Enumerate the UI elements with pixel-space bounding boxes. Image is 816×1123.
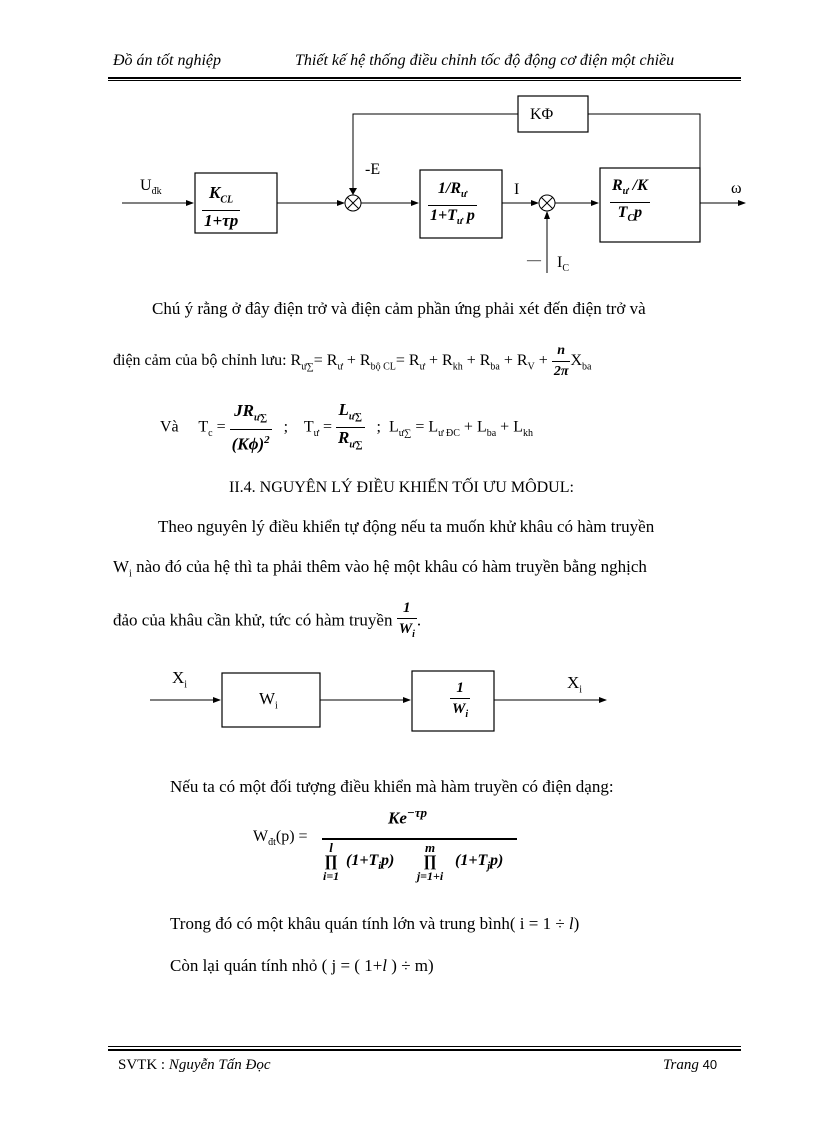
header-left: Đồ án tốt nghiệp [113,52,221,69]
para2-line1: Theo nguyên lý điều khiển tự động nếu ta muốn khử khâu có hàm truyền [158,517,655,536]
minus-e-label: -E [365,161,381,178]
block3-tf: $\frac{R_ư /K}{T_Cp}$ [612,177,648,225]
feedback-label: KΦ [530,106,554,123]
para5: Còn lại quán tính nhỏ ( j = ( 1+l ) ÷ m) [170,956,434,975]
diagram2-output-label: $X_i$ [567,673,583,696]
para2-line2: $W_i$ nào đó của hệ thì ta phải thêm vào hệ một khâu có hàm truyền bằng nghịch [113,557,647,580]
block1-tf: $\frac{K_{CL}}{1+\tau p}$ [204,183,239,231]
time-constant-equations: Và $T_c$ = $\frac{JR_{ư\sum}}{(K\phi)^2}$ ; $T_ư$ = $\frac{L_{ư\sum}}{R_{ư\sum}}$ ; $L_{ư\sum} = L_{ư ĐC} + L_{ba} + L_{kh}$ [160,400,533,454]
block-wi-label: $W_i$ [259,689,278,712]
para1-line2: điện cảm của bộ chỉnh lưu: $R_{ư\sum}= R_ư + R_{bộ CL}= R_ư + R_{kh} + R_{ba} + R_V$ + $\frac{n}{2\pi}$ $X_{ba}$ [113,343,592,379]
section-title: II.4. NGUYÊN LÝ ĐIỀU KHIỂN TỐI ƯU MÔDUL: [229,479,574,496]
block-inverse-tf: $\frac{1}{W_i}$ [452,680,469,720]
header-rule-top [108,77,741,79]
output-label: ω [731,180,742,197]
eq3-product2: m ∏ j=1+i [416,840,444,883]
diagram2-input-label: $X_i$ [172,668,188,691]
eq3-term2: $(1+T_jp)$ [455,852,504,873]
footer-rule-top [108,1046,741,1047]
footer-author: SVTK : Nguyễn Tấn Đọc [118,1057,271,1073]
header-right: Thiết kế hệ thống điều chỉnh tốc độ động cơ điện một chiều [295,52,675,69]
eq3-product1: l ∏ i=1 [323,840,340,883]
disturbance-sign: — [527,253,541,268]
eq3-lhs: $W_{đt}(p)$ = [253,828,308,849]
para3: Nếu ta có một đối tượng điều khiển mà hàm truyền có điện dạng: [170,777,614,796]
eq3-numerator: $Ke^{-\tau p}$ [388,805,428,828]
disturbance-label: $I_C$ [557,254,569,275]
para2-line3: đảo của khâu cần khử, tức có hàm truyền $\frac{1}{W_i}$ . [113,600,422,640]
current-label: I [514,181,520,198]
page-number: Trang 40 [663,1057,718,1073]
eq3-term1: $(1+T_ip)$ [346,852,395,873]
inverse-block-diagram [140,665,620,745]
footer-rule-bottom [108,1049,741,1051]
block2-tf: $\frac{1/R_ư}{1+T_ư p}$ [430,180,475,228]
para1-line1: Chú ý rằng ở đây điện trở và điện cảm phần ứng phải xét đến điện trở và [152,299,646,318]
eq3-fraction-bar [322,838,517,840]
header-rule-bottom [108,80,741,81]
para4: Trong đó có một khâu quán tính lớn và trung bình( i = 1 ÷ l) [170,914,580,933]
input-label: $U_{đk}$ [140,177,162,198]
